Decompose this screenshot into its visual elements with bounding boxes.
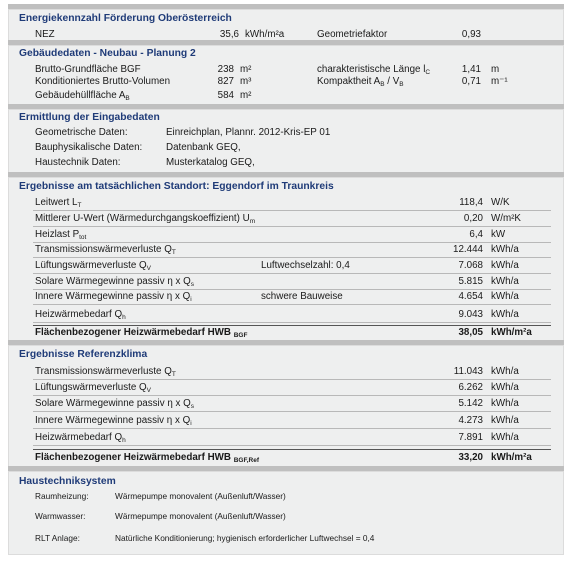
row-divider: [33, 445, 551, 446]
row-divider: [33, 226, 551, 227]
hwb-ref-label: Flächenbezogener Heizwärmebedarf HWB $_{BGF,Ref}$: [35, 452, 259, 464]
tech-data-value: Musterkatalog GEQ,: [166, 157, 255, 168]
section-title: Ergebnisse Referenzklima: [19, 349, 148, 360]
row-divider: [33, 411, 551, 412]
nez-label: NEZ: [35, 29, 55, 40]
section-title: Gebäudedaten - Neubau - Planung 2: [19, 48, 196, 59]
result-value: 7.068: [458, 260, 483, 271]
result-unit: kWh/a: [491, 382, 519, 393]
room-heating-label: Raumheizung:: [35, 491, 89, 501]
geometry-factor-label: Geometriefaktor: [317, 29, 388, 40]
total-divider: [33, 325, 551, 326]
bgf-value: 238: [217, 64, 234, 75]
geometry-factor-value: 0,93: [461, 29, 481, 40]
hwb-ref-unit: kWh/m²a: [491, 452, 532, 463]
total-divider: [33, 449, 551, 450]
result-value: 4.654: [458, 291, 483, 302]
result-unit: kWh/a: [491, 432, 519, 443]
result-label: Heizwärmebedarf $Q_h$: [35, 309, 126, 321]
row-divider: [33, 395, 551, 396]
result-unit: W/K: [491, 197, 510, 208]
result-label: Lüftungswärmeverluste $Q_V$: [35, 260, 151, 272]
section-title: Energiekennzahl Förderung Oberösterreich: [19, 13, 232, 24]
result-label: Innere Wärmegewinne passiv η x $Q_i$: [35, 415, 192, 427]
result-value: 0,20: [463, 213, 483, 224]
room-heating-value: Wärmepumpe monovalent (Außenluft/Wasser): [115, 491, 286, 501]
hull-label: Gebäudehüllfläche $A_B$: [35, 90, 130, 102]
compactness-value: 0,71: [461, 76, 481, 87]
row-divider: [33, 322, 551, 323]
nez-unit: kWh/m²a: [245, 29, 285, 40]
result-note: Luftwechselzahl: 0,4: [261, 260, 350, 271]
result-unit: kWh/a: [491, 291, 519, 302]
result-unit: kW: [491, 229, 506, 240]
result-label: Heizlast $P_{tot}$: [35, 229, 87, 241]
compactness-unit: m⁻¹: [491, 76, 508, 87]
result-unit: kWh/a: [491, 398, 519, 409]
char-length-label: charakteristische Länge $l_C$: [317, 64, 431, 76]
row-divider: [33, 273, 551, 274]
result-unit: kWh/a: [491, 309, 519, 320]
actual-site-section: [8, 177, 564, 343]
result-value: 6.262: [458, 382, 483, 393]
bgf-unit: m²: [240, 64, 252, 75]
row-divider: [33, 379, 551, 380]
result-value: 9.043: [458, 309, 483, 320]
bgf-label: Brutto-Grundfläche BGF: [35, 64, 141, 75]
volume-unit: m³: [240, 76, 252, 87]
result-value: 5.815: [458, 276, 483, 287]
result-unit: kWh/a: [491, 260, 519, 271]
geometry-data-label: Geometrische Daten:: [35, 127, 128, 138]
volume-value: 827: [217, 76, 234, 87]
result-label: Solare Wärmegewinne passiv η x $Q_s$: [35, 398, 194, 410]
char-length-unit: m: [491, 64, 500, 75]
rlt-value: Natürliche Konditionierung; hygienisch erforderlicher Luftwechsel = 0,4: [115, 533, 375, 543]
row-divider: [33, 210, 551, 211]
result-unit: kWh/a: [491, 415, 519, 426]
section-title: Haustechniksystem: [19, 476, 116, 487]
char-length-value: 1,41: [461, 64, 481, 75]
result-value: 7.891: [458, 432, 483, 443]
hwb-label: Flächenbezogener Heizwärmebedarf HWB $_{BGF}$: [35, 327, 248, 339]
nez-value: 35,6: [219, 29, 239, 40]
physics-data-label: Bauphysikalische Daten:: [35, 142, 143, 153]
row-divider: [33, 242, 551, 243]
hot-water-label: Warmwasser:: [35, 511, 86, 521]
building-section: [8, 45, 564, 107]
result-value: 12.444: [453, 244, 483, 255]
result-unit: kWh/a: [491, 276, 519, 287]
row-divider: [33, 289, 551, 290]
section-title: Ermittlung der Eingabedaten: [19, 112, 160, 123]
result-unit: kWh/a: [491, 244, 519, 255]
reference-section: [8, 345, 564, 469]
result-note: schwere Bauweise: [261, 291, 343, 302]
result-value: 11.043: [453, 366, 483, 377]
result-label: Transmissionswärmeverluste $Q_T$: [35, 366, 176, 378]
hwb-unit: kWh/m²a: [491, 327, 532, 338]
hwb-value: 38,05: [458, 327, 483, 338]
row-divider: [33, 257, 551, 258]
hvac-section: [8, 471, 564, 555]
compactness-label: Kompaktheit $A_B / V_B$: [317, 76, 404, 88]
result-label: Mittlerer U-Wert (Wärmedurchgangskoeffizient) $U_m$: [35, 213, 256, 225]
hot-water-value: Wärmepumpe monovalent (Außenluft/Wasser): [115, 511, 286, 521]
result-label: Heizwärmebedarf $Q_h$: [35, 432, 126, 444]
rlt-label: RLT Anlage:: [35, 533, 80, 543]
tech-data-label: Haustechnik Daten:: [35, 157, 121, 168]
result-label: Innere Wärmegewinne passiv η x $Q_i$: [35, 291, 192, 303]
result-label: Lüftungswärmeverluste $Q_V$: [35, 382, 151, 394]
hull-value: 584: [217, 90, 234, 101]
result-unit: kWh/a: [491, 366, 519, 377]
result-value: 6,4: [469, 229, 483, 240]
result-label: Leitwert $L_T$: [35, 197, 82, 209]
section-title: Ergebnisse am tatsächlichen Standort: Eggendorf im Traunkreis: [19, 181, 334, 192]
row-divider: [33, 428, 551, 429]
volume-label: Konditioniertes Brutto-Volumen: [35, 76, 171, 87]
physics-data-value: Datenbank GEQ,: [166, 142, 241, 153]
hull-unit: m²: [240, 90, 252, 101]
result-value: 4.273: [458, 415, 483, 426]
geometry-data-value: Einreichplan, Plannr. 2012-Kris-EP 01: [166, 127, 331, 138]
result-label: Transmissionswärmeverluste $Q_T$: [35, 244, 176, 256]
result-unit: W/m²K: [491, 213, 521, 224]
row-divider: [33, 304, 551, 305]
result-value: 118,4: [459, 197, 483, 208]
input-data-section: [8, 109, 564, 175]
result-label: Solare Wärmegewinne passiv η x $Q_s$: [35, 276, 194, 288]
hwb-ref-value: 33,20: [458, 452, 483, 463]
result-value: 5.142: [458, 398, 483, 409]
